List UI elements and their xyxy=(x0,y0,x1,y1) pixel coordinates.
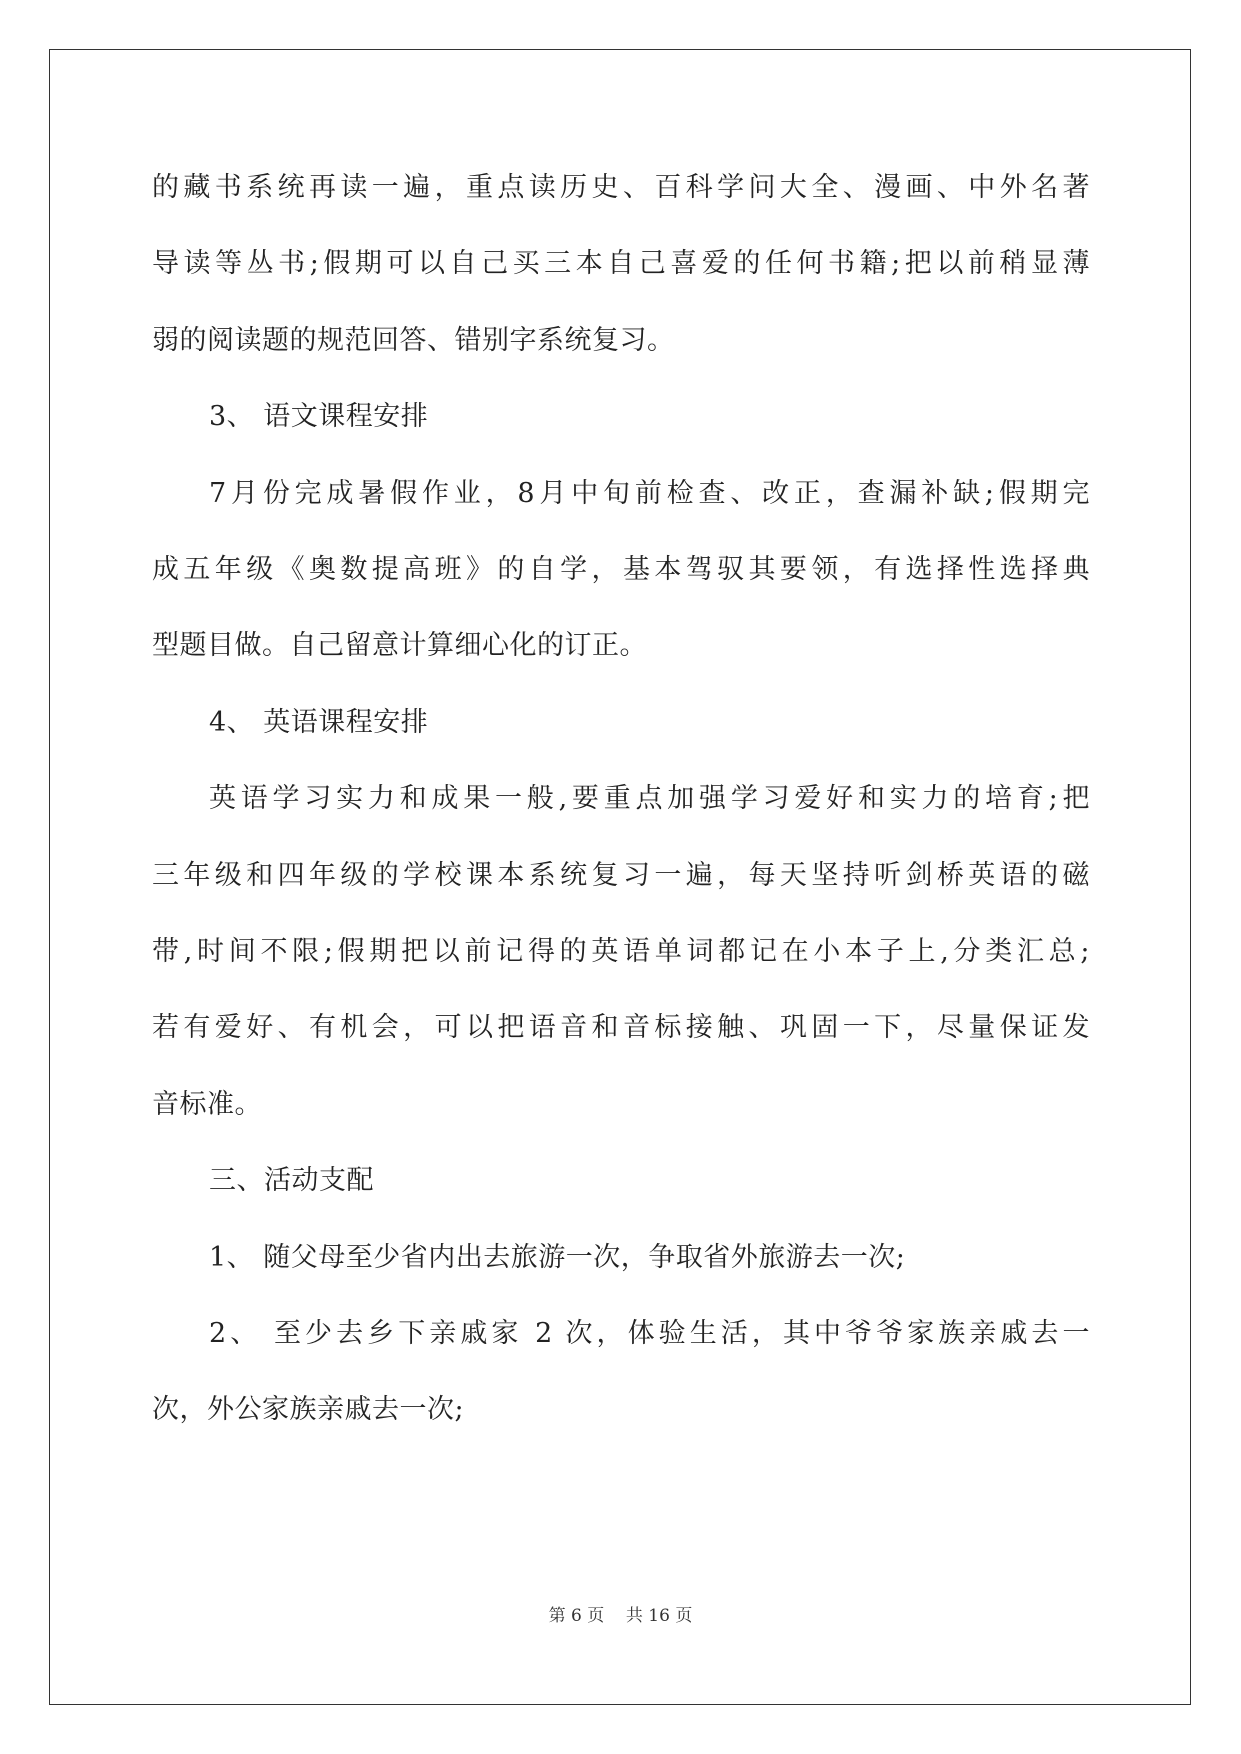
text-line: 三年级和四年级的学校课本系统复习一遍，每天坚持听剑桥英语的磁 xyxy=(152,860,1090,891)
text-line: 型题目做。自己留意计算细心化的订正。 xyxy=(152,630,647,661)
page-total: 共 16 页 xyxy=(625,1606,693,1626)
page-footer xyxy=(0,1604,1241,1628)
text-line: 成五年级《奥数提高班》的自学，基本驾驭其要领，有选择性选择典 xyxy=(152,554,1090,585)
text-line: 带,时间不限;假期把以前记得的英语单词都记在小本子上,分类汇总; xyxy=(152,936,1090,967)
section-heading: 4、 英语课程安排 xyxy=(209,707,429,738)
text-line: 音标准。 xyxy=(152,1089,262,1120)
text-line: 次，外公家族亲戚去一次; xyxy=(152,1394,465,1425)
list-item: 1、 随父母至少省内出去旅游一次，争取省外旅游去一次; xyxy=(209,1242,906,1273)
list-item: 2、 至少去乡下亲戚家 2 次，体验生活，其中爷爷家族亲戚去一 xyxy=(209,1318,1090,1349)
text-line: 7月份完成暑假作业，8月中旬前检查、改正，查漏补缺;假期完 xyxy=(209,478,1090,509)
text-line: 导读等丛书;假期可以自己买三本自己喜爱的任何书籍;把以前稍显薄 xyxy=(152,248,1090,279)
section-heading: 三、活动支配 xyxy=(209,1165,374,1196)
text-line: 弱的阅读题的规范回答、错别字系统复习。 xyxy=(152,325,675,356)
page-number: 第 6 页 xyxy=(548,1606,605,1626)
text-line: 的藏书系统再读一遍，重点读历史、百科学问大全、漫画、中外名著 xyxy=(152,172,1090,203)
text-line: 英语学习实力和成果一般,要重点加强学习爱好和实力的培育;把 xyxy=(209,783,1090,814)
text-line: 若有爱好、有机会，可以把语音和音标接触、巩固一下，尽量保证发 xyxy=(152,1012,1090,1043)
section-heading: 3、 语文课程安排 xyxy=(209,401,429,432)
